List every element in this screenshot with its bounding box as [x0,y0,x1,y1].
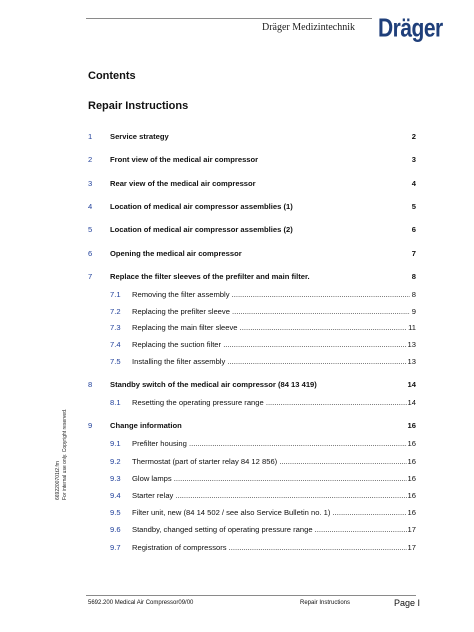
toc-page: 8 [411,290,416,299]
toc-number: 2 [88,155,93,164]
toc-title: Resetting the operating pressure range ..... [132,397,410,409]
toc-subentry[interactable] [0,542,474,554]
toc-page: 8 [411,272,416,281]
header-rule [86,18,372,19]
toc-number: 9 [88,421,93,430]
toc-number: 9.6 [110,525,121,534]
toc-page: 14 [407,398,416,407]
toc-number: 3 [88,179,93,188]
toc-page: 11 [408,323,416,332]
toc-number: 9.3 [110,474,121,483]
toc-title: Replacing the main filter sleeve ..... [132,322,410,334]
toc-title: Filter unit, new (84 14 502 / see also Service Bulletin no. 1) ..... [132,507,410,519]
toc-page: 2 [411,132,416,141]
toc-title: Rear view of the medical air compressor [110,179,256,188]
toc-subentry[interactable] [0,456,474,468]
toc-number: 9.5 [110,508,121,517]
footer-document-id: 5692.200 Medical Air Compressor09/00 [88,600,194,606]
repair-instructions-heading: Repair Instructions [88,100,189,112]
toc-page: 16 [407,439,416,448]
footer-page: Page I [394,598,421,608]
toc-page: 13 [407,340,416,349]
footer-rule [86,595,416,596]
toc-number: 7.5 [110,357,121,366]
toc-page: 6 [411,225,416,234]
toc-title: Service strategy [110,132,169,141]
toc-page: 16 [407,474,416,483]
toc-subentry[interactable] [0,322,474,334]
toc-entry[interactable] [0,178,474,190]
toc-number: 9.4 [110,491,121,500]
toc-subentry[interactable] [0,524,474,536]
toc-title: Front view of the medical air compressor [110,155,259,164]
toc-title: Glow lamps ..... [132,473,410,485]
side-note-file: 6692200701t2.fm [55,461,61,500]
toc-number: 7.2 [110,307,121,316]
toc-title: Change information [110,421,182,430]
toc-entry[interactable] [0,420,474,432]
toc-number: 1 [88,132,93,141]
toc-entry[interactable] [0,131,474,143]
toc-number: 6 [88,249,93,258]
toc-number: 4 [88,202,93,211]
toc-number: 9.1 [110,439,121,448]
toc-entry[interactable] [0,224,474,236]
toc-number: 7.3 [110,323,121,332]
toc-subentry[interactable] [0,306,474,318]
toc-title: Registration of compressors ..... [132,542,410,554]
toc-number: 7.4 [110,340,121,349]
toc-title: Installing the filter assembly ..... [132,356,410,368]
toc-title: Location of medical air compressor assemblies (2) [110,225,293,234]
toc-title: Standby switch of the medical air compressor (84 13 419) [110,380,317,389]
toc-entry[interactable] [0,201,474,213]
toc-title: Replacing the suction filter ..... [132,339,410,351]
toc-subentry[interactable] [0,438,474,450]
company-name: Dräger Medizintechnik [262,22,356,33]
toc-entry[interactable] [0,248,474,260]
toc-page: 3 [411,155,416,164]
toc-title: Removing the filter assembly ..... [132,289,410,301]
toc-page: 14 [407,380,416,389]
toc-number: 8.1 [110,398,121,407]
toc-number: 7.1 [110,290,121,299]
toc-page: 16 [407,421,416,430]
toc-title: Starter relay ..... [132,490,410,502]
toc-subentry[interactable] [0,356,474,368]
toc-title: Replace the filter sleeves of the prefilter and main filter. [110,272,310,281]
toc-page: 16 [407,491,416,500]
toc-title: Prefilter housing ..... [132,438,410,450]
toc-subentry[interactable] [0,339,474,351]
toc-subentry[interactable] [0,507,474,519]
toc-page: 9 [411,307,416,316]
side-note [55,409,69,500]
toc-number: 7 [88,272,93,281]
toc-page: 7 [411,249,416,258]
toc-page: 4 [411,179,416,188]
toc-subentry[interactable] [0,473,474,485]
toc-subentry[interactable] [0,397,474,409]
toc-subentry[interactable] [0,490,474,502]
toc-title: Standby, changed setting of operating pressure range ..... [132,524,410,536]
toc-entry[interactable] [0,271,474,283]
toc-page: 16 [407,508,416,517]
toc-entry[interactable] [0,379,474,391]
toc-subentry[interactable] [0,289,474,301]
contents-heading: Contents [88,70,136,82]
toc-title: Replacing the prefilter sleeve ..... [132,306,410,318]
side-note-copyright: For internal use only. Copyright reserved. [62,408,68,500]
footer-section: Repair Instructions [300,600,351,606]
toc-title: Location of medical air compressor assemblies (1) [110,202,293,211]
toc-number: 5 [88,225,93,234]
toc-number: 8 [88,380,93,389]
toc-number: 9.7 [110,543,121,552]
toc-page: 17 [407,525,416,534]
toc-number: 9.2 [110,457,121,466]
toc-page: 13 [407,357,416,366]
toc-page: 17 [407,543,416,552]
toc-entry[interactable] [0,154,474,166]
toc-page: 16 [407,457,416,466]
toc-title: Opening the medical air compressor [110,249,242,258]
drager-logo: Dräger [378,14,443,43]
toc-title: Thermostat (part of starter relay 84 12 856) ..... [132,456,410,468]
toc-page: 5 [411,202,416,211]
